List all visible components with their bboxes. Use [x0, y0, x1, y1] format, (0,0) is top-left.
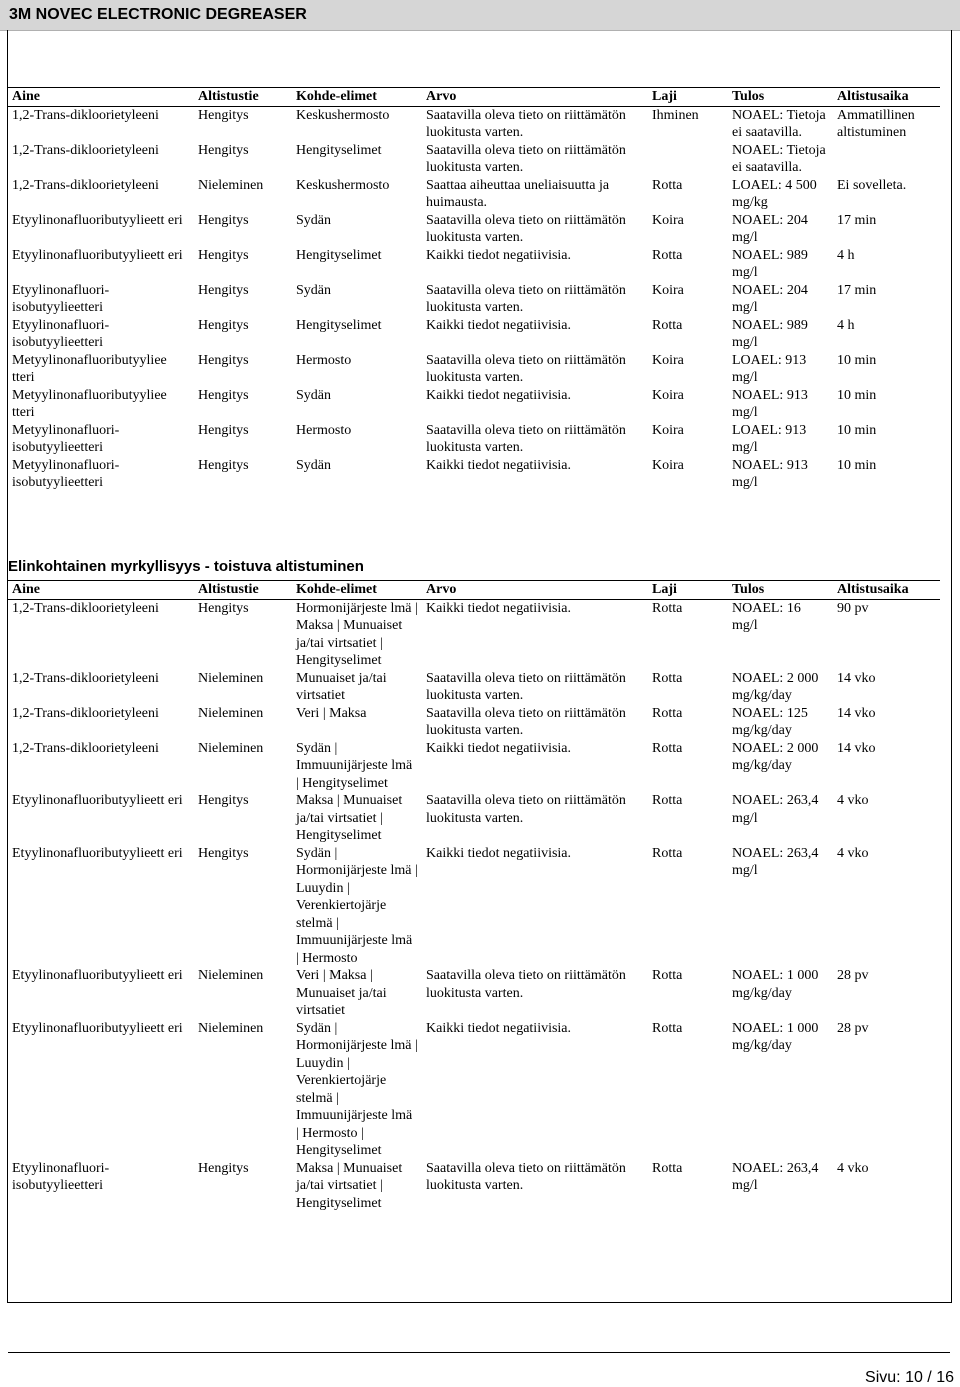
cell-substance: Metyylinonafluoributyyliee tteri: [12, 387, 167, 420]
cell-duration: 28 pv: [837, 1020, 869, 1036]
cell-duration: 4 vko: [837, 1160, 869, 1176]
cell-species: Rotta: [652, 177, 683, 193]
column-header: Aine: [8, 581, 194, 600]
table-row: [8, 845, 940, 968]
cell-substance: Etyylinonafluoributyylieett eri: [12, 793, 183, 808]
cell-route: Hengitys: [198, 107, 249, 123]
cell-duration: 14 vko: [837, 670, 876, 686]
cell-duration: 4 vko: [837, 845, 869, 861]
cell-species: Koira: [652, 212, 684, 228]
cell-species: Rotta: [652, 1020, 683, 1036]
cell-value: Saattaa aiheuttaa uneliaisuutta ja huimausta.: [426, 177, 610, 210]
table-row: [8, 142, 940, 177]
table-row: [8, 1160, 940, 1213]
cell-route: Hengitys: [198, 422, 249, 438]
column-header: Altistustie: [194, 581, 292, 600]
cell-substance: Etyylinonafluori-isobutyylieetteri: [12, 282, 110, 315]
table-row: [8, 967, 940, 1020]
cell-target-organs: Maksa | Munuaiset ja/tai virtsatiet | Hengityselimet: [296, 793, 403, 843]
cell-duration: Ei sovelleta.: [837, 177, 907, 193]
cell-target-organs: Sydän: [296, 387, 331, 403]
cell-route: Nieleminen: [198, 740, 264, 756]
cell-substance: Etyylinonafluori-isobutyylieetteri: [12, 1160, 110, 1193]
cell-value: Saatavilla oleva tieto on riittämätön luokitusta varten.: [426, 107, 626, 140]
cell-route: Hengitys: [198, 793, 249, 808]
cell-species: Rotta: [652, 705, 683, 721]
cell-species: Rotta: [652, 1160, 683, 1176]
cell-duration: 10 min: [837, 457, 877, 473]
cell-result: NOAEL: 263,4 mg/l: [732, 793, 819, 826]
cell-result: NOAEL: 263,4 mg/l: [732, 845, 819, 878]
cell-result: NOAEL: Tietoja ei saatavilla.: [732, 142, 826, 175]
column-header: Tulos: [728, 581, 833, 600]
cell-route: Hengitys: [198, 142, 249, 158]
single-exposure-table: [8, 87, 940, 492]
cell-route: Hengitys: [198, 1160, 249, 1176]
cell-duration: 17 min: [837, 282, 877, 298]
table-row: [8, 457, 940, 492]
cell-target-organs: Keskushermosto: [296, 177, 390, 193]
cell-value: Kaikki tiedot negatiivisia.: [426, 247, 572, 263]
cell-route: Hengitys: [198, 247, 249, 263]
cell-value: Kaikki tiedot negatiivisia.: [426, 387, 572, 403]
column-header: Aine: [8, 88, 194, 107]
cell-substance: 1,2-Trans-dikloorietyleeni: [12, 670, 159, 686]
cell-value: Saatavilla oleva tieto on riittämätön luokitusta varten.: [426, 1160, 626, 1193]
cell-route: Hengitys: [198, 352, 249, 368]
cell-duration: 90 pv: [837, 600, 869, 616]
column-header: Altistusaika: [833, 581, 940, 600]
column-header: Arvo: [422, 88, 648, 107]
cell-species: Rotta: [652, 968, 683, 983]
table-header-row: [8, 581, 940, 600]
cell-target-organs: Sydän: [296, 282, 331, 298]
cell-duration: 10 min: [837, 422, 877, 438]
cell-target-organs: Hengityselimet: [296, 247, 382, 263]
column-header: Kohde-elimet: [292, 88, 422, 107]
cell-target-organs: Veri | Maksa: [296, 705, 367, 721]
cell-result: NOAEL: 263,4 mg/l: [732, 1160, 819, 1193]
cell-target-organs: Keskushermosto: [296, 107, 390, 123]
table-row: [8, 422, 940, 457]
cell-route: Hengitys: [198, 600, 249, 616]
table-row: [8, 792, 940, 845]
cell-duration: [833, 142, 940, 177]
cell-duration: 10 min: [837, 352, 877, 368]
cell-route: Hengitys: [198, 282, 249, 298]
cell-duration: 14 vko: [837, 740, 876, 756]
cell-substance: Etyylinonafluoributyylieett eri: [12, 1020, 183, 1036]
cell-target-organs: Hengityselimet: [296, 142, 382, 158]
cell-substance: 1,2-Trans-dikloorietyleeni: [12, 107, 159, 123]
cell-route: Nieleminen: [198, 670, 264, 686]
column-header: Tulos: [728, 88, 833, 107]
cell-duration: 10 min: [837, 387, 877, 403]
cell-species: Koira: [652, 282, 684, 298]
cell-target-organs: Hengityselimet: [296, 317, 382, 333]
cell-species: Rotta: [652, 845, 683, 861]
cell-target-organs: Hermosto: [296, 422, 352, 438]
cell-route: Nieleminen: [198, 705, 264, 721]
cell-duration: 14 vko: [837, 705, 876, 721]
cell-substance: 1,2-Trans-dikloorietyleeni: [12, 705, 159, 721]
cell-duration: 17 min: [837, 212, 877, 228]
cell-species: Koira: [652, 422, 684, 438]
cell-result: NOAEL: 913 mg/l: [732, 387, 808, 420]
cell-duration: 28 pv: [837, 968, 869, 983]
cell-result: NOAEL: 989 mg/l: [732, 317, 808, 350]
cell-species: Rotta: [652, 670, 683, 686]
cell-duration: 4 h: [837, 317, 855, 333]
column-header: Arvo: [422, 581, 648, 600]
cell-duration: 4 vko: [837, 793, 869, 808]
table-row: [8, 1020, 940, 1160]
cell-result: NOAEL: 2 000 mg/kg/day: [732, 740, 819, 773]
cell-target-organs: Sydän | Hormonijärjeste lmä | Luuydin | Verenkiertojärje stelmä | Immuunijärjeste lmä | Hermosto: [296, 845, 418, 966]
section-title: Elinkohtainen myrkyllisyys - toistuva altistuminen: [8, 558, 364, 575]
cell-result: LOAEL: 913 mg/l: [732, 352, 807, 385]
cell-value: Kaikki tiedot negatiivisia.: [426, 1020, 572, 1036]
table-row: [8, 705, 940, 740]
cell-result: NOAEL: 204 mg/l: [732, 282, 808, 315]
cell-value: Saatavilla oleva tieto on riittämätön luokitusta varten.: [426, 142, 626, 175]
cell-route: Hengitys: [198, 387, 249, 403]
table-row: [8, 740, 940, 793]
cell-target-organs: Veri | Maksa | Munuaiset ja/tai virtsatiet: [296, 968, 387, 1018]
cell-duration: 4 h: [837, 247, 855, 263]
cell-result: LOAEL: 4 500 mg/kg: [732, 177, 817, 210]
cell-result: NOAEL: Tietoja ei saatavilla.: [732, 107, 826, 140]
cell-result: LOAEL: 913 mg/l: [732, 422, 807, 455]
cell-substance: 1,2-Trans-dikloorietyleeni: [12, 177, 159, 193]
cell-value: Kaikki tiedot negatiivisia.: [426, 845, 572, 861]
cell-target-organs: Hormonijärjeste lmä | Maksa | Munuaiset ja/tai virtsatiet | Hengityselimet: [296, 600, 418, 668]
cell-value: Saatavilla oleva tieto on riittämätön luokitusta varten.: [426, 422, 626, 455]
table-row: [8, 177, 940, 212]
cell-route: Hengitys: [198, 457, 249, 473]
table-row: [8, 387, 940, 422]
footer-divider: [8, 1352, 950, 1353]
cell-species: Rotta: [652, 317, 683, 333]
cell-target-organs: Maksa | Munuaiset ja/tai virtsatiet | Hengityselimet: [296, 1160, 403, 1211]
cell-target-organs: Sydän: [296, 212, 331, 228]
cell-species: Koira: [652, 457, 684, 473]
document-title: 3M NOVEC ELECTRONIC DEGREASER: [9, 6, 307, 23]
cell-value: Saatavilla oleva tieto on riittämätön luokitusta varten.: [426, 793, 626, 826]
cell-value: Saatavilla oleva tieto on riittämätön luokitusta varten.: [426, 282, 626, 315]
cell-substance: Etyylinonafluori-isobutyylieetteri: [12, 317, 110, 350]
repeated-exposure-table: [8, 580, 940, 1212]
cell-route: Nieleminen: [198, 1020, 264, 1036]
cell-result: NOAEL: 1 000 mg/kg/day: [732, 1020, 819, 1053]
cell-substance: Metyylinonafluori-isobutyylieetteri: [12, 457, 120, 490]
cell-value: Saatavilla oleva tieto on riittämätön luokitusta varten.: [426, 705, 626, 738]
cell-substance: 1,2-Trans-dikloorietyleeni: [12, 740, 159, 756]
column-header: Altistusaika: [833, 88, 940, 107]
cell-value: Saatavilla oleva tieto on riittämätön luokitusta varten.: [426, 670, 626, 703]
cell-route: Hengitys: [198, 212, 249, 228]
document-header: [0, 0, 960, 31]
cell-value: Kaikki tiedot negatiivisia.: [426, 457, 572, 473]
cell-species: Rotta: [652, 247, 683, 263]
table-header-row: [8, 88, 940, 107]
cell-duration: Ammatillinen altistuminen: [837, 107, 915, 140]
cell-result: NOAEL: 1 000 mg/kg/day: [732, 968, 819, 1001]
table-row: [8, 106, 940, 142]
cell-substance: Etyylinonafluoributyylieett eri: [12, 968, 183, 983]
column-header: Laji: [648, 88, 728, 107]
cell-value: Saatavilla oleva tieto on riittämätön luokitusta varten.: [426, 212, 626, 245]
cell-substance: Etyylinonafluoributyylieett eri: [12, 247, 183, 263]
cell-value: Saatavilla oleva tieto on riittämätön luokitusta varten.: [426, 968, 626, 1001]
cell-value: Saatavilla oleva tieto on riittämätön luokitusta varten.: [426, 352, 626, 385]
cell-substance: Metyylinonafluoributyyliee tteri: [12, 352, 167, 385]
cell-result: NOAEL: 989 mg/l: [732, 247, 808, 280]
column-header: Laji: [648, 581, 728, 600]
table-row: [8, 212, 940, 247]
cell-species: Rotta: [652, 793, 683, 808]
cell-species: Koira: [652, 387, 684, 403]
cell-value: Kaikki tiedot negatiivisia.: [426, 740, 572, 756]
cell-value: Kaikki tiedot negatiivisia.: [426, 600, 572, 616]
cell-route: Nieleminen: [198, 177, 264, 193]
cell-substance: 1,2-Trans-dikloorietyleeni: [12, 142, 159, 158]
table-row: [8, 352, 940, 387]
cell-species: Rotta: [652, 740, 683, 756]
cell-species: Koira: [652, 352, 684, 368]
cell-species: Rotta: [652, 600, 683, 616]
cell-substance: Etyylinonafluoributyylieett eri: [12, 845, 183, 861]
cell-result: NOAEL: 2 000 mg/kg/day: [732, 670, 819, 703]
table-row: [8, 282, 940, 317]
cell-result: NOAEL: 16 mg/l: [732, 600, 801, 633]
table-row: [8, 317, 940, 352]
table-row: [8, 599, 940, 670]
cell-target-organs: Sydän | Hormonijärjeste lmä | Luuydin | Verenkiertojärje stelmä | Immuunijärjeste lmä | Hermosto | Hengityselimet: [296, 1020, 418, 1158]
cell-result: NOAEL: 913 mg/l: [732, 457, 808, 490]
cell-result: NOAEL: 125 mg/kg/day: [732, 705, 808, 738]
cell-species: [648, 142, 728, 177]
cell-substance: Etyylinonafluoributyylieett eri: [12, 212, 183, 228]
cell-target-organs: Sydän | Immuunijärjeste lmä | Hengityselimet: [296, 740, 413, 791]
column-header: Altistustie: [194, 88, 292, 107]
cell-substance: Metyylinonafluori-isobutyylieetteri: [12, 422, 120, 455]
cell-route: Hengitys: [198, 845, 249, 861]
cell-substance: 1,2-Trans-dikloorietyleeni: [12, 600, 159, 616]
table-row: [8, 670, 940, 705]
cell-route: Hengitys: [198, 317, 249, 333]
cell-target-organs: Munuaiset ja/tai virtsatiet: [296, 670, 387, 703]
cell-value: Kaikki tiedot negatiivisia.: [426, 317, 572, 333]
cell-target-organs: Sydän: [296, 457, 331, 473]
cell-target-organs: Hermosto: [296, 352, 352, 368]
cell-species: Ihminen: [652, 107, 699, 123]
cell-result: NOAEL: 204 mg/l: [732, 212, 808, 245]
column-header: Kohde-elimet: [292, 581, 422, 600]
table-row: [8, 247, 940, 282]
page-number: Sivu: 10 / 16: [865, 1369, 954, 1386]
cell-route: Nieleminen: [198, 968, 264, 983]
